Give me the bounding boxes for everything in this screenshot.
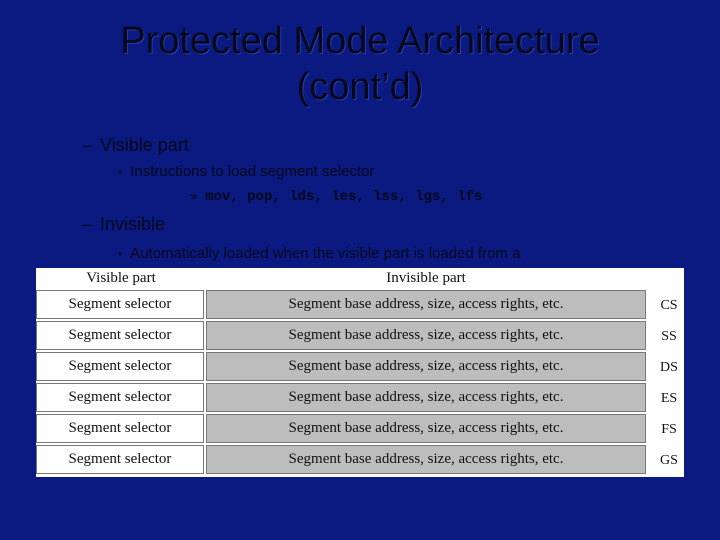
bullet-text: Visible part	[100, 135, 189, 155]
segment-row-gs	[36, 445, 684, 474]
invisible-part-cell: Segment base address, size, access rights, etc.	[206, 290, 646, 319]
segment-selector-cell: Segment selector	[36, 383, 204, 412]
bullet-text: Instructions to load segment selector	[130, 163, 375, 180]
bullet-load-instructions	[118, 163, 375, 181]
segment-row-fs	[36, 414, 684, 443]
segment-selector-cell: Segment selector	[36, 414, 204, 443]
invisible-part-cell: Segment base address, size, access rights, etc.	[206, 445, 646, 474]
dash-marker: –	[82, 214, 93, 234]
chevron-marker: »	[190, 190, 198, 204]
invisible-part-cell: Segment base address, size, access rights, etc.	[206, 383, 646, 412]
segment-row-ds	[36, 352, 684, 381]
register-label: FS	[661, 422, 677, 437]
bullet-auto-loaded	[118, 245, 520, 263]
segment-row-cs	[36, 290, 684, 319]
bullet-visible-part	[82, 134, 189, 156]
dot-marker: •	[118, 165, 123, 179]
invisible-part-cell: Segment base address, size, access rights, etc.	[206, 321, 646, 350]
header-invisible-part: Invisible part	[386, 270, 466, 286]
segment-selector-cell: Segment selector	[36, 352, 204, 381]
invisible-part-cell: Segment base address, size, access rights, etc.	[206, 414, 646, 443]
segment-selector-cell: Segment selector	[36, 290, 204, 319]
register-label: CS	[660, 298, 678, 313]
register-label: ES	[660, 391, 678, 406]
invisible-part-cell: Segment base address, size, access rights, etc.	[206, 352, 646, 381]
bullet-text: Automatically loaded when the visible part is loaded from a	[130, 245, 521, 262]
segment-row-ss	[36, 321, 684, 350]
register-label: GS	[660, 453, 678, 468]
bullet-text: Invisible	[100, 214, 166, 234]
instruction-list-text: mov, pop, lds, les, lss, lgs, lfs	[205, 189, 483, 205]
register-label: DS	[660, 360, 678, 375]
dash-marker: –	[82, 135, 93, 155]
header-visible-part: Visible part	[86, 270, 156, 286]
slide-title-line-1: Protected Mode Architecture	[120, 20, 600, 62]
segment-register-figure	[36, 268, 684, 477]
slide-title	[0, 18, 720, 110]
segment-selector-cell: Segment selector	[36, 445, 204, 474]
segment-row-es	[36, 383, 684, 412]
bullet-instruction-list	[190, 188, 482, 206]
segment-selector-cell: Segment selector	[36, 321, 204, 350]
register-label: SS	[661, 329, 677, 344]
bullet-invisible	[82, 213, 165, 235]
slide-title-line-2: (cont’d)	[296, 66, 424, 108]
dot-marker: •	[118, 247, 123, 261]
